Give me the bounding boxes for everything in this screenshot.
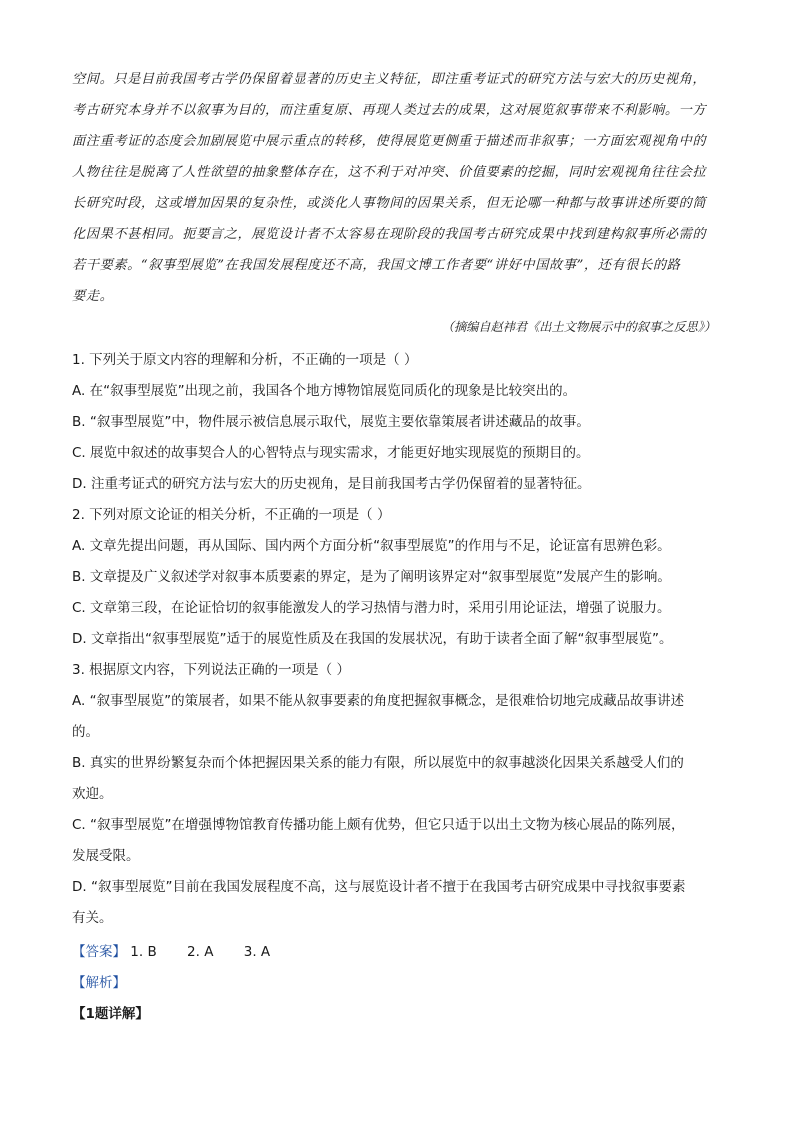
answer-tag: 【答案】 [72,944,126,960]
source-citation: （摘编自赵祎君《出土文物展示中的叙事之反思》） [441,320,716,334]
passage-line: 要走。 [72,289,114,304]
question-3-option-d: D. “叙事型展览”目前在我国发展程度不高，这与展览设计者不擅于在我国考古研究成果中寻找叙事要素 [72,879,686,895]
analysis-heading: 【解析】 [72,975,126,991]
question-1-option-d: D. 注重考证式的研究方法与宏大的历史视角，是目前我国考古学仍保留着的显著特征。 [72,476,591,492]
question-3-option-a-cont: 的。 [72,724,99,740]
question-1-option-b: B. “叙事型展览”中，物件展示被信息展示取代，展览主要依靠策展者讲述藏品的故事。 [72,414,590,430]
question-3-option-c-cont: 发展受限。 [72,848,140,864]
question-1-option-c: C. 展览中叙述的故事契合人的心智特点与现实需求，才能更好地实现展览的预期目的。 [72,445,590,461]
passage-line: 长研究时段，这或增加因果的复杂性，或淡化人事物间的因果关系，但无论哪一种都与故事讲述所要的简 [72,196,707,211]
passage-line: 考古研究本身并不以叙事为目的，而注重复原、再现人类过去的成果，这对展览叙事带来不利影响。一方 [72,103,707,118]
answer-item: 3. A [243,944,271,960]
question-3-option-a: A. “叙事型展览”的策展者，如果不能从叙事要素的角度把握叙事概念，是很难恰切地完成藏品故事讲述 [72,693,685,709]
question-1-stem: 1. 下列关于原文内容的理解和分析，不正确的一项是（ ） [72,352,418,368]
question-2-option-b: B. 文章提及广义叙述学对叙事本质要素的界定，是为了阐明该界定对“叙事型展览”发展产生的影响。 [72,569,671,585]
passage-line: 化因果不甚相同。扼要言之，展览设计者不太容易在现阶段的我国考古研究成果中找到建构叙事所必需的 [72,227,707,242]
question-2-option-d: D. 文章指出“叙事型展览”适于的展览性质及在我国的发展状况，有助于读者全面了解“叙事型展览”。 [72,631,673,647]
question-3-stem: 3. 根据原文内容，下列说法正确的一项是（ ） [72,662,350,678]
question-3-option-c: C. “叙事型展览”在增强博物馆教育传播功能上颇有优势，但它只适于以出土文物为核心展品的陈列展， [72,817,685,833]
passage-line: 若干要素。“叙事型展览”在我国发展程度还不高，我国文博工作者要“讲好中国故事”，还有很长的路 [72,258,681,273]
passage-line: 空间。只是目前我国考古学仍保留着显著的历史主义特征，即注重考证式的研究方法与宏大的历史视角， [72,72,707,87]
answer-item: 1. B [130,944,157,960]
question-2-stem: 2. 下列对原文论证的相关分析，不正确的一项是（ ） [72,507,391,523]
passage-line: 面注重考证的态度会加剧展览中展示重点的转移，使得展览更侧重于描述而非叙事；一方面宏观视角中的 [72,134,707,149]
question-3-option-b: B. 真实的世界纷繁复杂而个体把握因果关系的能力有限，所以展览中的叙事越淡化因果关系越受人们的 [72,755,684,771]
passage-line: 人物往往是脱离了人性欲望的抽象整体存在，这不利于对冲突、价值要素的挖掘，同时宏观视角往往会拉 [72,165,707,180]
question-1-option-a: A. 在“叙事型展览”出现之前，我国各个地方博物馆展览同质化的现象是比较突出的。 [72,383,577,399]
question-2-option-c: C. 文章第三段，在论证恰切的叙事能激发人的学习热情与潜力时，采用引用论证法，增强了说服力。 [72,600,671,616]
answer-line [72,940,722,962]
answer-item: 2. A [187,944,214,960]
question-3-option-b-cont: 欢迎。 [72,786,113,802]
question-2-option-a: A. 文章先提出问题，再从国际、国内两个方面分析“叙事型展览”的作用与不足，论证富有思辨色彩。 [72,538,671,554]
detail-heading: 【1题详解】 [72,1006,149,1022]
question-3-option-d-cont: 有关。 [72,910,113,926]
